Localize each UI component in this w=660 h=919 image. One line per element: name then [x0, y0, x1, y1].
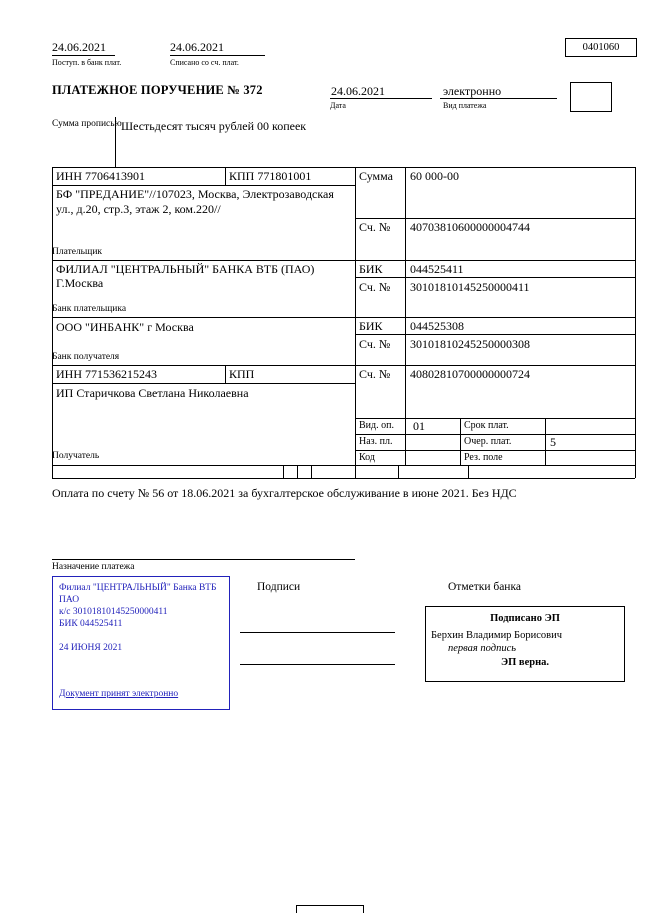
- grid-line: [468, 465, 469, 478]
- page-bottom-mark: [363, 905, 364, 913]
- esign-verified: ЭП верна.: [500, 657, 549, 668]
- page-bottom-mark: [296, 905, 364, 906]
- amount-words-value: Шестьдесят тысяч рублей 00 копеек: [121, 119, 307, 133]
- grid-line: [355, 167, 356, 478]
- payer-bank-section-label: Банк плательщика: [52, 304, 127, 314]
- payer-bank-name: ФИЛИАЛ "ЦЕНТРАЛЬНЫЙ" БАНКА ВТБ (ПАО) Г.Москва: [56, 262, 315, 290]
- amount-words-label: Сумма прописью: [52, 119, 122, 129]
- grid-line: [115, 117, 116, 167]
- payee-bank-bik-label: БИК: [359, 319, 383, 333]
- payer-inn: ИНН 7706413901: [56, 169, 145, 183]
- debited-date-underline: [170, 55, 265, 56]
- payee-bank-account: 30101810245250000308: [410, 337, 530, 351]
- payer-account: 40703810600000004744: [410, 220, 530, 234]
- payment-type: электронно: [443, 84, 502, 98]
- payment-type-box: [570, 82, 612, 112]
- debited-date-label: Списано со сч. плат.: [170, 58, 239, 67]
- signatures-heading: Подписи: [257, 581, 301, 593]
- payee-bank-bik: 044525308: [410, 319, 464, 333]
- payee-kpp-label: КПП: [229, 367, 255, 381]
- payer-section-label: Плательщик: [52, 247, 103, 257]
- amount-value: 60 000-00: [410, 169, 459, 183]
- grid-line: [225, 167, 226, 185]
- signature-line-2: [240, 664, 395, 665]
- grid-line: [52, 185, 355, 186]
- grid-line: [355, 277, 635, 278]
- grid-line: [405, 167, 406, 465]
- payer-bank-bik-label: БИК: [359, 262, 383, 276]
- doc-date-underline: [330, 98, 432, 99]
- grid-line: [283, 465, 284, 478]
- purpose-line: [52, 559, 355, 560]
- grid-line: [545, 418, 546, 465]
- stamp-corr-account: к/с 30101810145250000411: [59, 607, 168, 617]
- grid-line: [355, 334, 635, 335]
- grid-line: [52, 317, 635, 318]
- grid-line: [52, 167, 53, 478]
- payee-bank-name: ООО "ИНБАНК" г Москва: [56, 320, 194, 334]
- grid-line: [52, 383, 355, 384]
- op-kind-value: 01: [413, 419, 425, 433]
- esign-box: [425, 606, 625, 682]
- due-date-label: Срок плат.: [464, 420, 509, 431]
- debited-date: 24.06.2021: [170, 40, 224, 54]
- payer-account-label: Сч. №: [359, 220, 391, 234]
- bank-marks-heading: Отметки банка: [448, 581, 521, 593]
- grid-line: [460, 418, 461, 465]
- grid-line: [52, 260, 635, 261]
- code-label: Код: [359, 452, 375, 463]
- grid-line: [52, 465, 635, 466]
- grid-line: [355, 450, 635, 451]
- priority-label: Очер. плат.: [464, 436, 512, 447]
- payee-inn: ИНН 771536215243: [56, 367, 157, 381]
- grid-line: [355, 434, 635, 435]
- grid-line: [311, 465, 312, 478]
- stamp-bik: БИК 044525411: [59, 619, 123, 629]
- stamp-bank-name: Филиал "ЦЕНТРАЛЬНЫЙ" Банка ВТБ ПАО: [59, 583, 217, 605]
- doc-date-label: Дата: [330, 101, 346, 110]
- grid-line: [225, 365, 226, 383]
- received-date-underline: [52, 55, 115, 56]
- bank-stamp: [52, 576, 230, 710]
- payment-type-label: Вид платежа: [443, 101, 487, 110]
- payer-bank-account: 30101810145250000411: [410, 280, 530, 294]
- purpose-text: Оплата по счету № 56 от 18.06.2021 за бухгалтерское обслуживание в июне 2021. Без НДС: [52, 486, 517, 500]
- reserve-label: Рез. поле: [464, 452, 503, 463]
- purpose-code-label: Наз. пл.: [359, 436, 393, 447]
- purpose-label: Назначение платежа: [52, 562, 135, 572]
- esign-kind: первая подпись: [448, 643, 517, 654]
- payer-kpp: КПП 771801001: [229, 169, 312, 183]
- payee-section-label: Получатель: [52, 451, 100, 461]
- grid-line: [398, 465, 399, 478]
- payee-bank-account-label: Сч. №: [359, 337, 391, 351]
- received-date: 24.06.2021: [52, 40, 106, 54]
- grid-line: [635, 167, 636, 478]
- op-kind-label: Вид. оп.: [359, 420, 394, 431]
- form-code-box: 0401060: [565, 38, 637, 57]
- payer-name: БФ "ПРЕДАНИЕ"//107023, Москва, Электрозаводская ул., д.20, стр.3, этаж 2, ком.220//: [56, 187, 334, 216]
- payer-bank-account-label: Сч. №: [359, 280, 391, 294]
- stamp-date: 24 ИЮНЯ 2021: [59, 643, 123, 653]
- grid-line: [297, 465, 298, 478]
- payer-bank-bik: 044525411: [410, 262, 464, 276]
- payee-bank-section-label: Банк получателя: [52, 352, 120, 362]
- doc-date: 24.06.2021: [331, 84, 385, 98]
- payment-type-underline: [440, 98, 557, 99]
- doc-title: ПЛАТЕЖНОЕ ПОРУЧЕНИЕ № 372: [52, 83, 263, 97]
- grid-line: [52, 478, 635, 479]
- esign-signer: Берхин Владимир Борисович: [431, 630, 562, 641]
- grid-line: [355, 218, 635, 219]
- grid-line: [355, 418, 635, 419]
- payee-account-label: Сч. №: [359, 367, 391, 381]
- grid-line: [52, 365, 635, 366]
- amount-label: Сумма: [359, 169, 393, 183]
- page-bottom-mark: [296, 905, 297, 913]
- priority-value: 5: [550, 435, 556, 449]
- signature-line-1: [240, 632, 395, 633]
- payee-name: ИП Старичкова Светлана Николаевна: [56, 386, 249, 400]
- payee-account: 40802810700000000724: [410, 367, 530, 381]
- esign-title: Подписано ЭП: [490, 613, 560, 624]
- stamp-note: Документ принят электронно: [59, 689, 179, 699]
- grid-line: [52, 167, 635, 168]
- received-date-label: Поступ. в банк плат.: [52, 58, 122, 67]
